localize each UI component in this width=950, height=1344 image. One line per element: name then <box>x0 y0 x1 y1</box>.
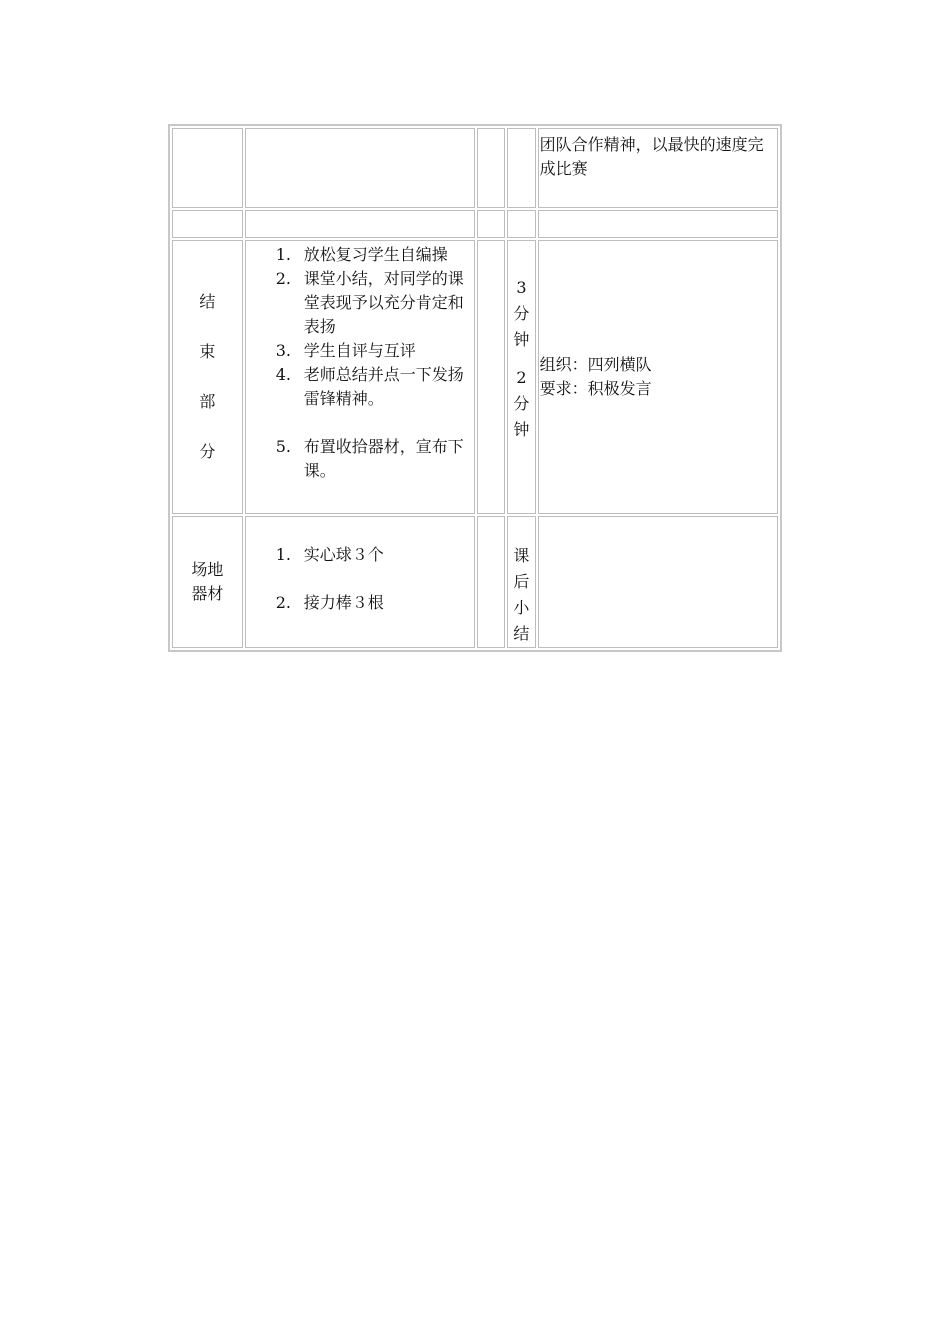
summary-char: 课 <box>513 546 530 565</box>
item-number: 2. <box>275 593 291 612</box>
time-char: 分 <box>513 304 530 323</box>
summary-char: 结 <box>513 624 530 643</box>
item-number: 2. <box>275 269 291 288</box>
time-char: 钟 <box>513 420 530 439</box>
lesson-plan-table <box>168 124 782 652</box>
time-text <box>508 241 534 443</box>
table-cell <box>245 210 475 238</box>
table-cell <box>477 128 505 208</box>
item-number: 3. <box>275 341 291 360</box>
item-number: 4. <box>275 365 291 384</box>
table-cell <box>507 128 535 208</box>
table-cell <box>507 210 535 238</box>
summary-char: 后 <box>513 572 530 591</box>
table-cell <box>477 240 505 514</box>
organization-cell <box>538 240 778 514</box>
table-cell <box>477 516 505 648</box>
item-number: 1. <box>275 245 291 264</box>
equipment-label: 器材 <box>191 584 224 603</box>
requirement-text: 要求：积极发言 <box>539 379 652 398</box>
time-char: 分 <box>513 394 530 413</box>
table-cell <box>172 128 243 208</box>
time-spacer <box>508 353 534 365</box>
list-item <box>246 267 474 339</box>
list-item <box>246 435 474 483</box>
section-label-cell <box>172 240 243 514</box>
equipment-list <box>246 517 474 615</box>
time-char: 3 <box>516 278 527 297</box>
table-cell <box>172 210 243 238</box>
organization-text: 组织：四列横队 <box>539 355 652 374</box>
time-char: 2 <box>516 368 527 387</box>
requirement-cell <box>538 128 778 208</box>
list-item <box>246 591 474 615</box>
equipment-label-cell <box>172 516 243 648</box>
item-number: 1. <box>275 545 291 564</box>
section-label-char: 结 <box>199 292 216 311</box>
equipment-label: 场地 <box>191 560 224 579</box>
item-text: 老师总结并点一下发扬雷锋精神。 <box>303 365 464 408</box>
section-label-char: 束 <box>199 342 216 361</box>
item-text: 课堂小结，对同学的课堂表现予以充分肯定和表扬 <box>303 269 464 336</box>
summary-cell <box>538 516 778 648</box>
section-label-char: 部 <box>199 392 216 411</box>
summary-char: 小 <box>513 598 530 617</box>
item-number: 5. <box>275 437 291 456</box>
equipment-cell <box>245 516 475 648</box>
table-row <box>172 240 778 514</box>
summary-label-cell <box>507 516 535 648</box>
time-cell <box>507 240 535 514</box>
summary-label <box>508 517 534 647</box>
table-row <box>172 516 778 648</box>
list-item <box>246 243 474 267</box>
activity-list <box>246 243 474 483</box>
requirement-text: 团队合作精神，以最快的速度完成比赛 <box>539 135 764 178</box>
item-text: 布置收拾器材，宣布下课。 <box>303 437 464 480</box>
table-cell <box>245 128 475 208</box>
item-text: 放松复习学生自编操 <box>303 245 448 264</box>
activity-cell <box>245 240 475 514</box>
item-text: 实心球３个 <box>303 545 384 564</box>
table-cell <box>538 210 778 238</box>
list-item <box>246 543 474 567</box>
table-row <box>172 210 778 238</box>
table-cell <box>477 210 505 238</box>
section-label-char: 分 <box>199 442 216 461</box>
item-text: 接力棒３根 <box>303 593 384 612</box>
item-text: 学生自评与互评 <box>303 341 416 360</box>
table-row <box>172 128 778 208</box>
list-item <box>246 363 474 411</box>
time-char: 钟 <box>513 330 530 349</box>
list-item <box>246 339 474 363</box>
